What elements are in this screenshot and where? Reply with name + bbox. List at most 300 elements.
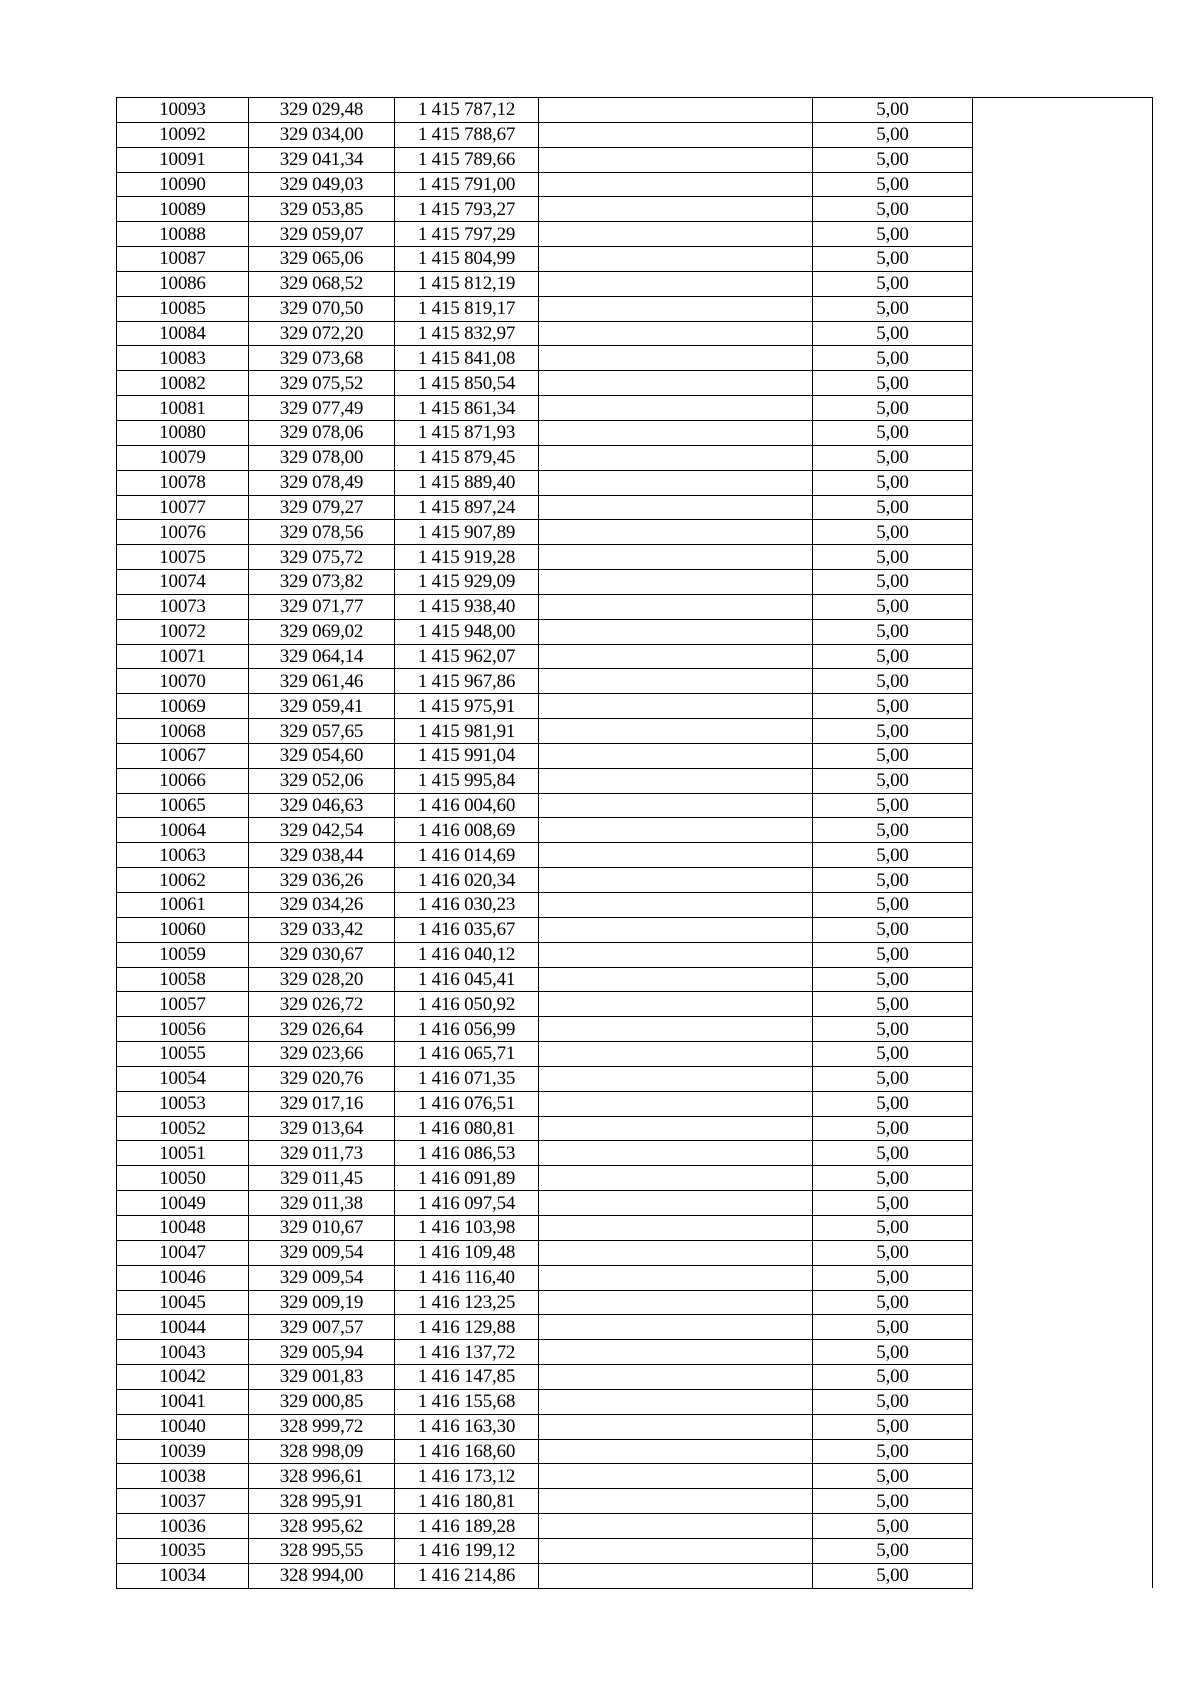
note-cell (973, 321, 1153, 346)
note-cell (973, 1091, 1153, 1116)
table-row (117, 371, 1153, 396)
table-row (117, 1340, 1153, 1365)
point-number-cell: 10040 (117, 1414, 249, 1439)
x-coordinate-cell: 329 020,76 (249, 1066, 395, 1091)
y-coordinate-cell: 1 415 967,86 (395, 669, 539, 694)
x-coordinate-cell: 329 017,16 (249, 1091, 395, 1116)
table-row (117, 222, 1153, 247)
note-cell (973, 222, 1153, 247)
note-cell (973, 818, 1153, 843)
x-coordinate-cell: 328 995,55 (249, 1538, 395, 1563)
accuracy-cell: 5,00 (813, 768, 973, 793)
accuracy-cell: 5,00 (813, 122, 973, 147)
x-coordinate-cell: 329 061,46 (249, 669, 395, 694)
table-row (117, 669, 1153, 694)
y-coordinate-cell: 1 415 841,08 (395, 346, 539, 371)
table-row (117, 545, 1153, 570)
point-number-cell: 10058 (117, 967, 249, 992)
accuracy-cell: 5,00 (813, 1091, 973, 1116)
table-row (117, 147, 1153, 172)
accuracy-cell: 5,00 (813, 420, 973, 445)
y-coordinate-cell: 1 416 214,86 (395, 1563, 539, 1588)
coordinates-table (116, 97, 1153, 1589)
note-cell (973, 1191, 1153, 1216)
accuracy-cell: 5,00 (813, 1116, 973, 1141)
y-coordinate-cell: 1 415 850,54 (395, 371, 539, 396)
x-coordinate-cell: 329 041,34 (249, 147, 395, 172)
note-cell (973, 843, 1153, 868)
accuracy-cell: 5,00 (813, 1389, 973, 1414)
note-cell (973, 793, 1153, 818)
y-coordinate-cell: 1 415 879,45 (395, 445, 539, 470)
y-coordinate-cell: 1 416 050,92 (395, 992, 539, 1017)
note-cell (973, 470, 1153, 495)
y-coordinate-cell: 1 415 919,28 (395, 545, 539, 570)
blank-cell (539, 296, 813, 321)
point-number-cell: 10076 (117, 520, 249, 545)
note-cell (973, 1240, 1153, 1265)
y-coordinate-cell: 1 415 907,89 (395, 520, 539, 545)
point-number-cell: 10055 (117, 1042, 249, 1067)
point-number-cell: 10050 (117, 1166, 249, 1191)
note-cell (973, 445, 1153, 470)
y-coordinate-cell: 1 415 787,12 (395, 98, 539, 123)
accuracy-cell: 5,00 (813, 296, 973, 321)
table-row (117, 1240, 1153, 1265)
note-cell (973, 1563, 1153, 1588)
accuracy-cell: 5,00 (813, 545, 973, 570)
table-row (117, 1017, 1153, 1042)
note-cell (973, 1315, 1153, 1340)
blank-cell (539, 495, 813, 520)
y-coordinate-cell: 1 415 938,40 (395, 594, 539, 619)
blank-cell (539, 98, 813, 123)
accuracy-cell: 5,00 (813, 1290, 973, 1315)
table-row (117, 271, 1153, 296)
note-cell (973, 1489, 1153, 1514)
y-coordinate-cell: 1 416 030,23 (395, 893, 539, 918)
note-cell (973, 1514, 1153, 1539)
blank-cell (539, 1066, 813, 1091)
x-coordinate-cell: 329 034,26 (249, 893, 395, 918)
point-number-cell: 10089 (117, 197, 249, 222)
point-number-cell: 10079 (117, 445, 249, 470)
x-coordinate-cell: 329 026,64 (249, 1017, 395, 1042)
table-row (117, 694, 1153, 719)
accuracy-cell: 5,00 (813, 197, 973, 222)
accuracy-cell: 5,00 (813, 868, 973, 893)
note-cell (973, 172, 1153, 197)
blank-cell (539, 1265, 813, 1290)
blank-cell (539, 619, 813, 644)
accuracy-cell: 5,00 (813, 1464, 973, 1489)
y-coordinate-cell: 1 415 995,84 (395, 768, 539, 793)
accuracy-cell: 5,00 (813, 843, 973, 868)
y-coordinate-cell: 1 415 791,00 (395, 172, 539, 197)
note-cell (973, 247, 1153, 272)
table-row (117, 172, 1153, 197)
table-row (117, 1215, 1153, 1240)
table-row (117, 793, 1153, 818)
x-coordinate-cell: 329 034,00 (249, 122, 395, 147)
note-cell (973, 1439, 1153, 1464)
x-coordinate-cell: 328 995,91 (249, 1489, 395, 1514)
point-number-cell: 10086 (117, 271, 249, 296)
blank-cell (539, 1489, 813, 1514)
table-row (117, 1389, 1153, 1414)
x-coordinate-cell: 329 065,06 (249, 247, 395, 272)
x-coordinate-cell: 329 070,50 (249, 296, 395, 321)
accuracy-cell: 5,00 (813, 520, 973, 545)
table-row (117, 917, 1153, 942)
x-coordinate-cell: 328 995,62 (249, 1514, 395, 1539)
table-row (117, 843, 1153, 868)
blank-cell (539, 1215, 813, 1240)
accuracy-cell: 5,00 (813, 1340, 973, 1365)
x-coordinate-cell: 329 073,68 (249, 346, 395, 371)
table-row (117, 321, 1153, 346)
x-coordinate-cell: 329 038,44 (249, 843, 395, 868)
x-coordinate-cell: 329 026,72 (249, 992, 395, 1017)
point-number-cell: 10056 (117, 1017, 249, 1042)
accuracy-cell: 5,00 (813, 247, 973, 272)
blank-cell (539, 1166, 813, 1191)
table-row (117, 818, 1153, 843)
y-coordinate-cell: 1 416 116,40 (395, 1265, 539, 1290)
y-coordinate-cell: 1 415 832,97 (395, 321, 539, 346)
y-coordinate-cell: 1 416 168,60 (395, 1439, 539, 1464)
point-number-cell: 10042 (117, 1365, 249, 1390)
table-row (117, 1290, 1153, 1315)
accuracy-cell: 5,00 (813, 793, 973, 818)
y-coordinate-cell: 1 415 948,00 (395, 619, 539, 644)
note-cell (973, 694, 1153, 719)
table-row (117, 942, 1153, 967)
y-coordinate-cell: 1 416 008,69 (395, 818, 539, 843)
accuracy-cell: 5,00 (813, 1439, 973, 1464)
note-cell (973, 1141, 1153, 1166)
x-coordinate-cell: 329 007,57 (249, 1315, 395, 1340)
note-cell (973, 1538, 1153, 1563)
blank-cell (539, 1439, 813, 1464)
accuracy-cell: 5,00 (813, 992, 973, 1017)
note-cell (973, 1265, 1153, 1290)
point-number-cell: 10064 (117, 818, 249, 843)
y-coordinate-cell: 1 415 991,04 (395, 743, 539, 768)
x-coordinate-cell: 329 059,41 (249, 694, 395, 719)
table-row (117, 122, 1153, 147)
table-row (117, 1365, 1153, 1390)
x-coordinate-cell: 329 011,45 (249, 1166, 395, 1191)
note-cell (973, 619, 1153, 644)
note-cell (973, 942, 1153, 967)
table-row (117, 1191, 1153, 1216)
note-cell (973, 98, 1153, 123)
note-cell (973, 147, 1153, 172)
point-number-cell: 10060 (117, 917, 249, 942)
x-coordinate-cell: 329 030,67 (249, 942, 395, 967)
point-number-cell: 10041 (117, 1389, 249, 1414)
accuracy-cell: 5,00 (813, 371, 973, 396)
x-coordinate-cell: 328 998,09 (249, 1439, 395, 1464)
table-row (117, 1141, 1153, 1166)
y-coordinate-cell: 1 415 981,91 (395, 719, 539, 744)
accuracy-cell: 5,00 (813, 743, 973, 768)
accuracy-cell: 5,00 (813, 893, 973, 918)
x-coordinate-cell: 329 072,20 (249, 321, 395, 346)
blank-cell (539, 694, 813, 719)
table-row (117, 1538, 1153, 1563)
x-coordinate-cell: 329 011,38 (249, 1191, 395, 1216)
y-coordinate-cell: 1 416 189,28 (395, 1514, 539, 1539)
point-number-cell: 10082 (117, 371, 249, 396)
table-row (117, 967, 1153, 992)
blank-cell (539, 570, 813, 595)
y-coordinate-cell: 1 416 123,25 (395, 1290, 539, 1315)
table-row (117, 197, 1153, 222)
point-number-cell: 10084 (117, 321, 249, 346)
accuracy-cell: 5,00 (813, 967, 973, 992)
note-cell (973, 893, 1153, 918)
blank-cell (539, 420, 813, 445)
table-row (117, 594, 1153, 619)
x-coordinate-cell: 329 005,94 (249, 1340, 395, 1365)
y-coordinate-cell: 1 416 173,12 (395, 1464, 539, 1489)
y-coordinate-cell: 1 415 929,09 (395, 570, 539, 595)
table-row (117, 420, 1153, 445)
note-cell (973, 296, 1153, 321)
note-cell (973, 197, 1153, 222)
table-row (117, 98, 1153, 123)
accuracy-cell: 5,00 (813, 445, 973, 470)
blank-cell (539, 644, 813, 669)
point-number-cell: 10091 (117, 147, 249, 172)
point-number-cell: 10043 (117, 1340, 249, 1365)
note-cell (973, 1166, 1153, 1191)
table-row (117, 1439, 1153, 1464)
note-cell (973, 1017, 1153, 1042)
note-cell (973, 1290, 1153, 1315)
note-cell (973, 868, 1153, 893)
blank-cell (539, 743, 813, 768)
blank-cell (539, 893, 813, 918)
accuracy-cell: 5,00 (813, 644, 973, 669)
table-row (117, 570, 1153, 595)
blank-cell (539, 1389, 813, 1414)
x-coordinate-cell: 329 075,52 (249, 371, 395, 396)
blank-cell (539, 1191, 813, 1216)
y-coordinate-cell: 1 416 155,68 (395, 1389, 539, 1414)
note-cell (973, 768, 1153, 793)
point-number-cell: 10063 (117, 843, 249, 868)
x-coordinate-cell: 329 036,26 (249, 868, 395, 893)
x-coordinate-cell: 329 078,49 (249, 470, 395, 495)
table-row (117, 247, 1153, 272)
coordinates-table-body (117, 98, 1153, 1589)
accuracy-cell: 5,00 (813, 694, 973, 719)
point-number-cell: 10062 (117, 868, 249, 893)
accuracy-cell: 5,00 (813, 594, 973, 619)
x-coordinate-cell: 329 059,07 (249, 222, 395, 247)
y-coordinate-cell: 1 416 020,34 (395, 868, 539, 893)
x-coordinate-cell: 329 064,14 (249, 644, 395, 669)
y-coordinate-cell: 1 416 086,53 (395, 1141, 539, 1166)
note-cell (973, 1340, 1153, 1365)
blank-cell (539, 147, 813, 172)
y-coordinate-cell: 1 415 819,17 (395, 296, 539, 321)
note-cell (973, 1464, 1153, 1489)
x-coordinate-cell: 329 078,00 (249, 445, 395, 470)
note-cell (973, 669, 1153, 694)
blank-cell (539, 172, 813, 197)
table-row (117, 396, 1153, 421)
point-number-cell: 10090 (117, 172, 249, 197)
x-coordinate-cell: 329 073,82 (249, 570, 395, 595)
y-coordinate-cell: 1 416 035,67 (395, 917, 539, 942)
blank-cell (539, 1464, 813, 1489)
accuracy-cell: 5,00 (813, 719, 973, 744)
table-row (117, 445, 1153, 470)
accuracy-cell: 5,00 (813, 1538, 973, 1563)
point-number-cell: 10093 (117, 98, 249, 123)
accuracy-cell: 5,00 (813, 942, 973, 967)
point-number-cell: 10071 (117, 644, 249, 669)
table-row (117, 644, 1153, 669)
note-cell (973, 1066, 1153, 1091)
accuracy-cell: 5,00 (813, 1166, 973, 1191)
blank-cell (539, 321, 813, 346)
accuracy-cell: 5,00 (813, 1365, 973, 1390)
blank-cell (539, 793, 813, 818)
table-row (117, 1514, 1153, 1539)
y-coordinate-cell: 1 416 014,69 (395, 843, 539, 868)
table-row (117, 520, 1153, 545)
note-cell (973, 371, 1153, 396)
point-number-cell: 10054 (117, 1066, 249, 1091)
table-row (117, 1414, 1153, 1439)
note-cell (973, 271, 1153, 296)
point-number-cell: 10048 (117, 1215, 249, 1240)
point-number-cell: 10077 (117, 495, 249, 520)
x-coordinate-cell: 329 078,06 (249, 420, 395, 445)
blank-cell (539, 470, 813, 495)
x-coordinate-cell: 328 999,72 (249, 1414, 395, 1439)
y-coordinate-cell: 1 416 004,60 (395, 793, 539, 818)
y-coordinate-cell: 1 415 812,19 (395, 271, 539, 296)
point-number-cell: 10072 (117, 619, 249, 644)
blank-cell (539, 197, 813, 222)
y-coordinate-cell: 1 416 056,99 (395, 1017, 539, 1042)
point-number-cell: 10088 (117, 222, 249, 247)
blank-cell (539, 1290, 813, 1315)
y-coordinate-cell: 1 415 793,27 (395, 197, 539, 222)
x-coordinate-cell: 328 996,61 (249, 1464, 395, 1489)
y-coordinate-cell: 1 416 199,12 (395, 1538, 539, 1563)
note-cell (973, 520, 1153, 545)
table-row (117, 619, 1153, 644)
x-coordinate-cell: 329 023,66 (249, 1042, 395, 1067)
blank-cell (539, 1414, 813, 1439)
blank-cell (539, 768, 813, 793)
accuracy-cell: 5,00 (813, 1066, 973, 1091)
note-cell (973, 644, 1153, 669)
x-coordinate-cell: 329 057,65 (249, 719, 395, 744)
y-coordinate-cell: 1 416 180,81 (395, 1489, 539, 1514)
note-cell (973, 346, 1153, 371)
note-cell (973, 917, 1153, 942)
x-coordinate-cell: 329 075,72 (249, 545, 395, 570)
table-row (117, 1563, 1153, 1588)
blank-cell (539, 1042, 813, 1067)
accuracy-cell: 5,00 (813, 396, 973, 421)
accuracy-cell: 5,00 (813, 570, 973, 595)
note-cell (973, 1389, 1153, 1414)
blank-cell (539, 247, 813, 272)
note-cell (973, 967, 1153, 992)
blank-cell (539, 1240, 813, 1265)
y-coordinate-cell: 1 416 163,30 (395, 1414, 539, 1439)
blank-cell (539, 445, 813, 470)
table-row (117, 992, 1153, 1017)
blank-cell (539, 843, 813, 868)
point-number-cell: 10035 (117, 1538, 249, 1563)
blank-cell (539, 371, 813, 396)
blank-cell (539, 992, 813, 1017)
accuracy-cell: 5,00 (813, 1141, 973, 1166)
accuracy-cell: 5,00 (813, 1191, 973, 1216)
note-cell (973, 1116, 1153, 1141)
y-coordinate-cell: 1 415 797,29 (395, 222, 539, 247)
x-coordinate-cell: 329 029,48 (249, 98, 395, 123)
note-cell (973, 122, 1153, 147)
x-coordinate-cell: 329 077,49 (249, 396, 395, 421)
point-number-cell: 10068 (117, 719, 249, 744)
point-number-cell: 10057 (117, 992, 249, 1017)
point-number-cell: 10083 (117, 346, 249, 371)
note-cell (973, 992, 1153, 1017)
x-coordinate-cell: 329 079,27 (249, 495, 395, 520)
accuracy-cell: 5,00 (813, 619, 973, 644)
note-cell (973, 743, 1153, 768)
accuracy-cell: 5,00 (813, 669, 973, 694)
blank-cell (539, 1116, 813, 1141)
blank-cell (539, 1091, 813, 1116)
point-number-cell: 10075 (117, 545, 249, 570)
accuracy-cell: 5,00 (813, 222, 973, 247)
point-number-cell: 10080 (117, 420, 249, 445)
blank-cell (539, 719, 813, 744)
table-row (117, 495, 1153, 520)
y-coordinate-cell: 1 416 071,35 (395, 1066, 539, 1091)
x-coordinate-cell: 329 009,19 (249, 1290, 395, 1315)
note-cell (973, 495, 1153, 520)
x-coordinate-cell: 329 068,52 (249, 271, 395, 296)
table-row (117, 719, 1153, 744)
x-coordinate-cell: 329 033,42 (249, 917, 395, 942)
table-row (117, 1464, 1153, 1489)
accuracy-cell: 5,00 (813, 172, 973, 197)
accuracy-cell: 5,00 (813, 1489, 973, 1514)
y-coordinate-cell: 1 415 861,34 (395, 396, 539, 421)
point-number-cell: 10078 (117, 470, 249, 495)
point-number-cell: 10037 (117, 1489, 249, 1514)
x-coordinate-cell: 329 000,85 (249, 1389, 395, 1414)
x-coordinate-cell: 329 013,64 (249, 1116, 395, 1141)
x-coordinate-cell: 329 078,56 (249, 520, 395, 545)
point-number-cell: 10074 (117, 570, 249, 595)
point-number-cell: 10038 (117, 1464, 249, 1489)
blank-cell (539, 222, 813, 247)
